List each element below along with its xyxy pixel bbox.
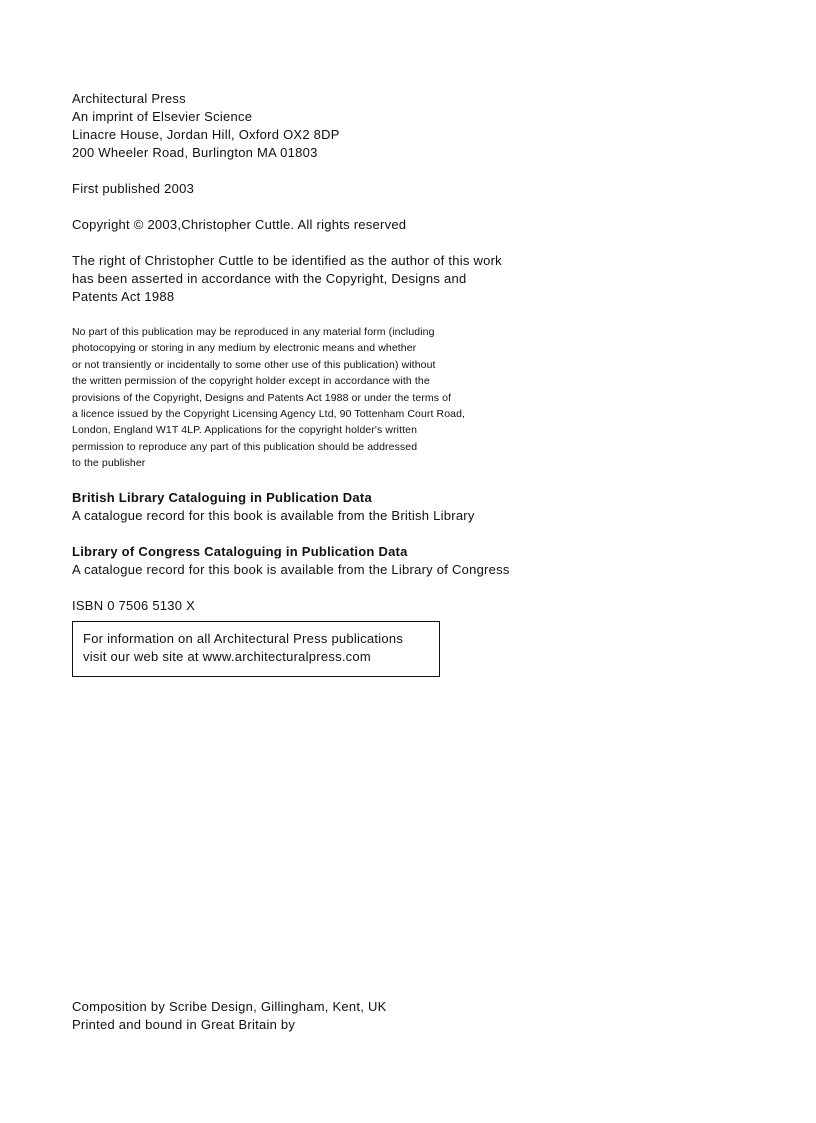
composition-credit: Composition by Scribe Design, Gillingham, Kent, UK [72, 999, 387, 1014]
copyright-notice: Copyright © 2003,Christopher Cuttle. All rights reserved [72, 217, 407, 232]
notice-line: permission to reproduce any part of this publication should be addressed [72, 440, 418, 453]
publisher-address-us: 200 Wheeler Road, Burlington MA 01803 [72, 145, 318, 160]
notice-line: or not transiently or incidentally to some other use of this publication) without [72, 358, 436, 371]
info-box-website: visit our web site at www.architecturalpress.com [83, 648, 371, 664]
british-library-text: A catalogue record for this book is available from the British Library [72, 507, 475, 523]
publisher-imprint: An imprint of Elsevier Science [72, 109, 253, 124]
notice-line: a licence issued by the Copyright Licensing Agency Ltd, 90 Tottenham Court Road, [72, 408, 466, 421]
notice-line: No part of this publication may be reproduced in any material form (including [72, 326, 435, 338]
printing-credit: Printed and bound in Great Britain by [72, 1017, 296, 1032]
british-library-heading: British Library Cataloguing in Publication Data [72, 489, 372, 505]
publisher-address-uk: Linacre House, Jordan Hill, Oxford OX2 8DP [72, 127, 340, 142]
library-of-congress-block [72, 543, 592, 579]
publisher-block [72, 90, 592, 162]
library-of-congress-text: A catalogue record for this book is available from the Library of Congress [72, 561, 510, 577]
copyright-block [72, 216, 592, 234]
info-box-line: For information on all Architectural Press publications [83, 630, 404, 646]
publications-info-box [72, 621, 440, 677]
moral-right-line: has been asserted in accordance with the Copyright, Designs and [72, 271, 467, 286]
publisher-name: Architectural Press [72, 91, 186, 106]
isbn: ISBN 0 7506 5130 X [72, 597, 196, 613]
moral-right-line: Patents Act 1988 [72, 289, 175, 304]
isbn-block [72, 597, 592, 615]
notice-line: London, England W1T 4LP. Applications for the copyright holder's written [72, 424, 418, 437]
moral-right-line: The right of Christopher Cuttle to be identified as the author of this work [72, 253, 502, 268]
printing-credits [72, 998, 387, 1034]
moral-right-block [72, 252, 592, 306]
reproduction-notice [72, 324, 592, 472]
first-published-block [72, 180, 592, 198]
notice-line: to the publisher [72, 457, 146, 470]
first-published: First published 2003 [72, 181, 195, 196]
notice-line: photocopying or storing in any medium by electronic means and whether [72, 342, 417, 355]
british-library-block [72, 489, 592, 525]
notice-line: provisions of the Copyright, Designs and Patents Act 1988 or under the terms of [72, 391, 452, 404]
library-of-congress-heading: Library of Congress Cataloguing in Publication Data [72, 543, 408, 559]
notice-line: the written permission of the copyright holder except in accordance with the [72, 375, 430, 388]
imprint-page [72, 90, 592, 677]
